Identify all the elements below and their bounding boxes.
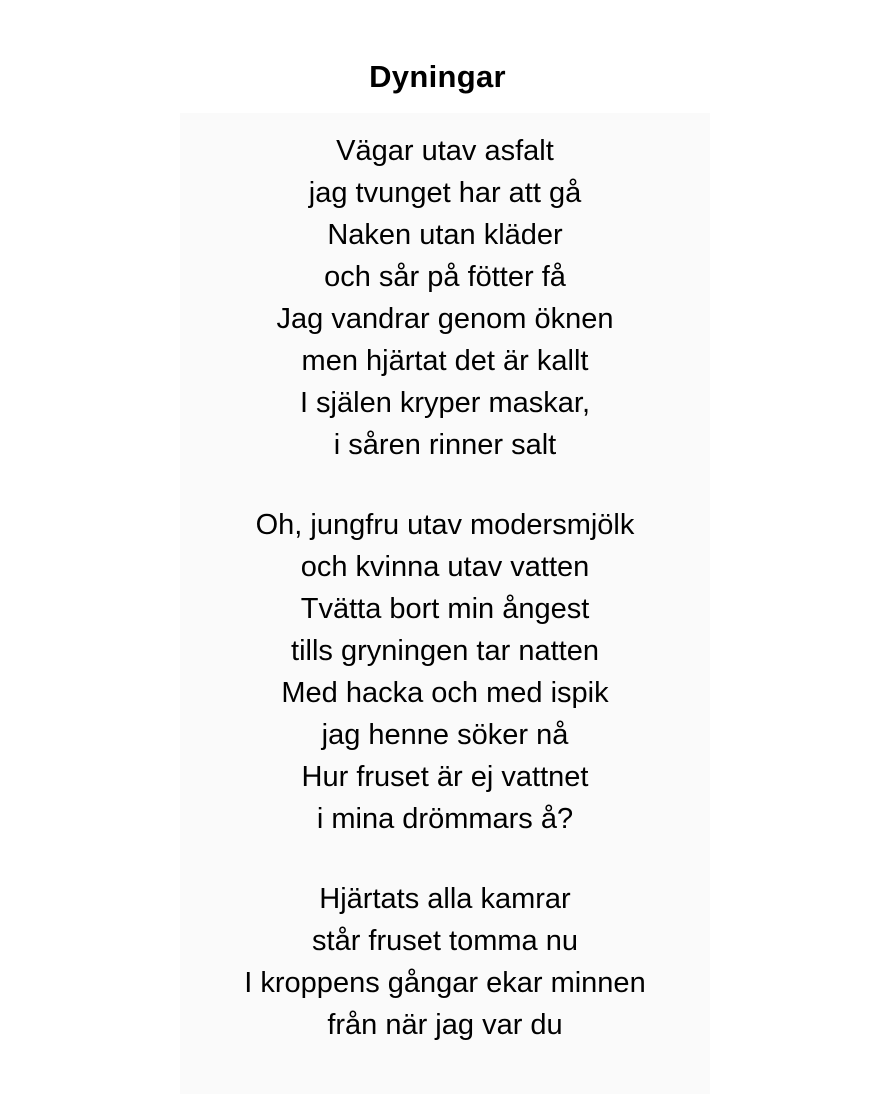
poem-line: Naken utan kläder — [327, 219, 563, 251]
poem-line: Med hacka och med ispik — [281, 677, 609, 709]
poem-line: och sår på fötter få — [324, 261, 566, 293]
stanza — [180, 130, 710, 466]
poem-line: och kvinna utav vatten — [300, 551, 590, 583]
poem-line: står fruset tomma nu — [312, 925, 578, 957]
poem-line: Hjärtats alla kamrar — [319, 883, 571, 915]
poem-line: Vägar utav asfalt — [336, 135, 554, 167]
poem-line: Tvätta bort min ångest — [300, 593, 590, 625]
poem-line: I själen kryper maskar, — [299, 387, 591, 419]
poem-line: men hjärtat det är kallt — [301, 345, 589, 377]
poem-line: Oh, jungfru utav modersmjölk — [255, 509, 635, 541]
poem-line: Hur fruset är ej vattnet — [301, 761, 589, 793]
poem-body — [180, 113, 710, 1094]
poem-line: jag tvunget har att gå — [308, 177, 582, 209]
poem-line: Jag vandrar genom öknen — [276, 303, 614, 335]
poem-line: I kroppens gångar ekar minnen — [244, 967, 646, 999]
stanza — [180, 504, 710, 840]
page-title: Dyningar — [369, 59, 506, 94]
poem-line: i mina drömmars å? — [316, 803, 574, 835]
poem-line: jag henne söker nå — [321, 719, 569, 751]
poem-line: i såren rinner salt — [333, 429, 557, 461]
poem-line: från när jag var du — [327, 1009, 563, 1041]
stanza — [180, 878, 710, 1046]
poem-line: tills gryningen tar natten — [291, 635, 599, 667]
